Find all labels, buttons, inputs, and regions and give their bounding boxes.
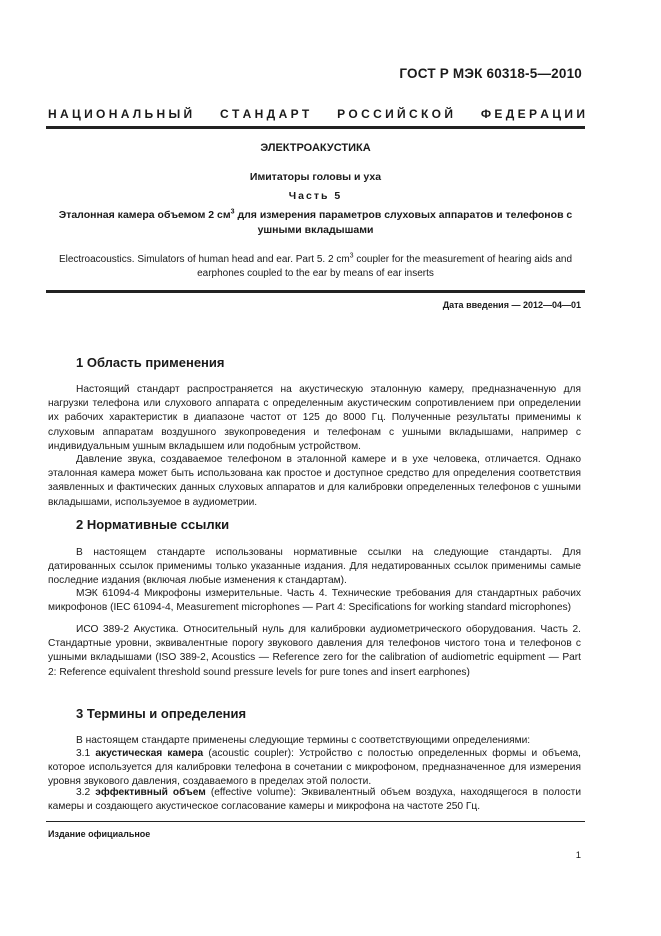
paragraph: МЭК 61094-4 Микрофоны измерительные. Часть 4. Технические требования для стандартных рабочих микрофонов (IEC 61094-4, Measurement microphones — Part 4: Specifications for working standard microphones) [48,588,581,614]
national-standard-banner [48,107,585,121]
section-2-title: 2 Нормативные ссылки [76,517,230,532]
banner-word: Н А Ц И О Н А Л Ь Н Ы Й [48,107,193,121]
document-title: ЭЛЕКТРОАКУСТИКА [260,142,371,154]
header-divider [46,126,585,129]
banner-word: С Т А Н Д А Р Т [220,107,310,121]
title-divider [46,290,585,293]
standard-code: ГОСТ Р МЭК 60318-5—2010 [399,66,582,81]
term: акустическая камера [95,748,204,759]
paragraph: ИСО 389-2 Акустика. Относительный нуль для калибровки аудиометрического оборудования. Часть 2. Стандартные уровни, эквивалентные порогу звукового давления для телефонов чистого тона и телефонов с ушными вкладышами (ISO 389-2, Acoustics — Reference zero for the calibration of audiometric equipment — Part 2: Reference equivalent threshold sound pressure levels for pure tones and insert earphones) [48,624,581,678]
paragraph: Настоящий стандарт распространяется на акустическую эталонную камеру, предназначенную для нагрузки телефона или слухового аппарата с определенным акустическим сопротивлением при определении их рабочих характеристик в диапазоне частот от 125 до 8000 Гц. Полученные результаты применимы к слуховым аппаратам воздушного звукопроведения и телефонам с ушными вкладышами, например с индивидуальным ушным вкладышем или подобным устройством. [48,384,581,452]
paragraph: В настоящем стандарте использованы нормативные ссылки на следующие стандарты. Для датированных ссылок применимы только указанные издания. Для недатированных ссылок применимы самые последние издания (включая любые изменения к стандартам). [48,547,581,587]
document-part: Часть 5 [288,190,343,202]
paragraph: Давление звука, создаваемое телефоном в эталонной камере и в ухе человека, отличается. Однако эталонная камера может быть использована как простое и доступное средство для определения соответствия заявленных и фактических данных слуховых аппаратов и для калибровки определенных телефонов с ушными вкладышами, используемое в аудиометрии. [48,454,581,508]
banner-word: Р О С С И Й С К О Й [337,107,453,121]
edition-note: Издание официальное [48,829,151,839]
section-1-title: 1 Область применения [76,355,225,370]
term: эффективный объем [95,787,206,798]
page-number: 1 [575,850,581,861]
effective-date: Дата введения — 2012—04—01 [442,300,581,310]
document-long-title: Эталонная камера объемом 2 $см^3$ для измерения параметров слуховых аппаратов и телефонов с ушными вкладышами [58,208,573,236]
term-definition: 3.1 акустическая камера (acoustic coupler): Устройство с полостью определенных формы и объема, которое используется для калибровки телефона в сочетании с микрофоном, предназначенное для измерения уровня звукового давления, создаваемого в пределах этой полости. [48,748,581,788]
document-english-title: Electroacoustics. Simulators of human head and ear. Part 5. 2 $cm^3$ coupler for the measurement of hearing aids and earphones coupled to the ear by means of ear inserts [58,252,573,279]
term-definition: 3.2 эффективный объем (effective volume): Эквивалентный объем воздуха, находящегося в полости камеры и создающего акустическое согласование камеры и микрофона на частоте 250 Гц. [48,787,582,813]
section-3-title: 3 Термины и определения [76,706,247,721]
paragraph: В настоящем стандарте применены следующие термины с соответствующими определениями: [76,735,531,746]
document-subtitle: Имитаторы головы и уха [249,171,382,183]
footer-divider [46,821,585,822]
banner-word: Ф Е Д Е Р А Ц И И [480,107,585,121]
